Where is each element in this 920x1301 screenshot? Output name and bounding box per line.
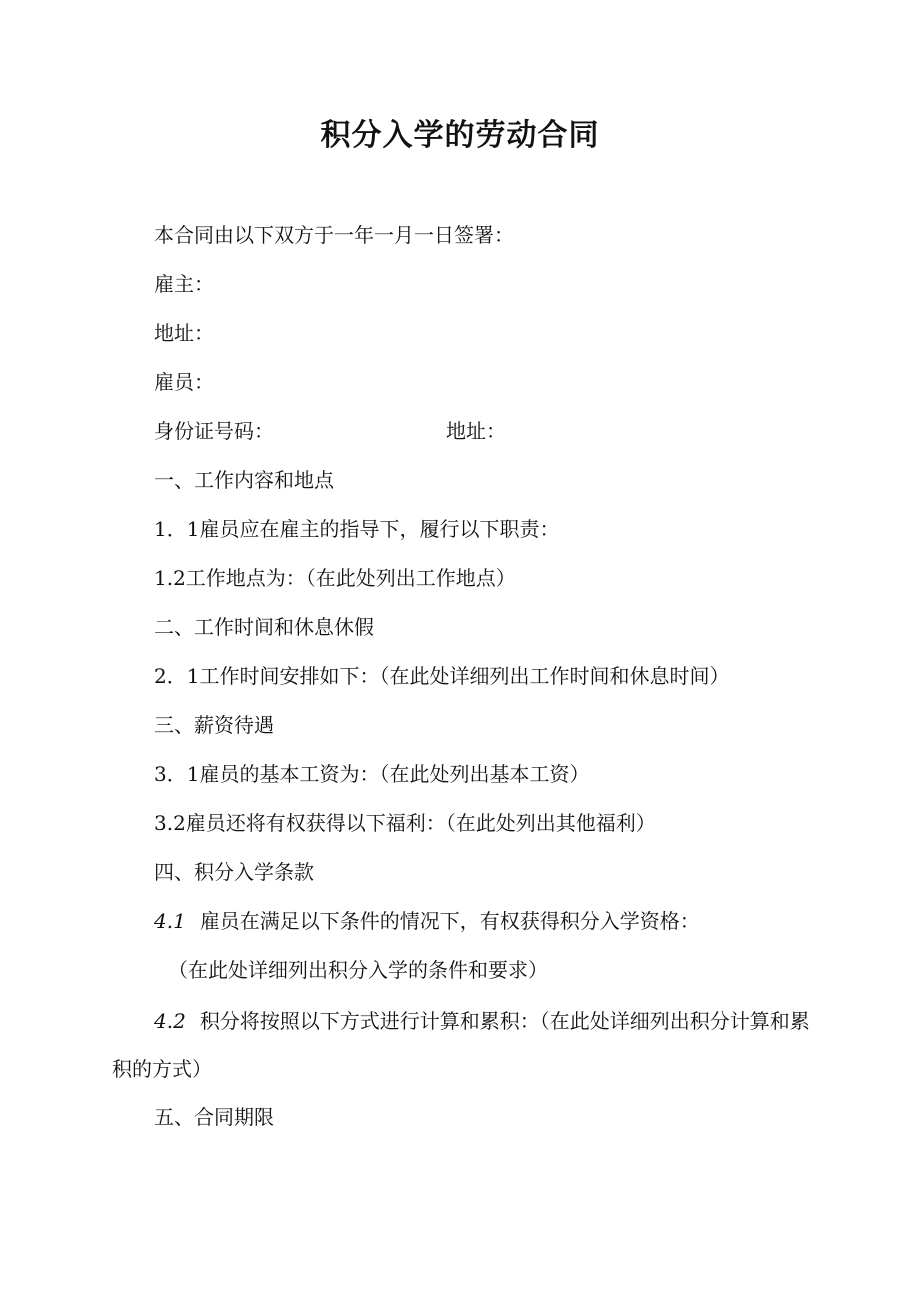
section-5-heading: 五、合同期限 [154,1105,274,1129]
employer-address-label: 地址： [154,321,214,345]
clause-3-2: 3.2雇员还将有权获得以下福利：（在此处列出其他福利） [154,811,656,835]
id-number-label: 身份证号码： [154,419,274,443]
clause-1-1: 1．1雇员应在雇主的指导下，履行以下职责： [154,517,560,541]
employee-label: 雇员： [154,370,214,394]
intro-line: 本合同由以下双方于一年一月一日签署： [154,223,514,247]
clause-1-2: 1.2工作地点为：（在此处列出工作地点） [154,566,516,590]
clause-4-2 [112,997,812,1093]
clause-4-2-text: 积分将按照以下方式进行计算和累积：（在此处详细列出积分计算和累积的方式） [112,1009,810,1081]
clause-2-1: 2．1工作时间安排如下：（在此处详细列出工作时间和休息时间） [154,664,730,688]
clause-4-1-number: 4.1 [154,909,186,933]
section-1-heading: 一、工作内容和地点 [154,468,334,492]
document-title: 积分入学的劳动合同 [320,118,600,153]
clause-4-2-number: 4.2 [154,1009,186,1033]
clause-4-1 [154,906,700,936]
employee-address-label: 地址： [446,419,506,443]
clause-4-1-text: 雇员在满足以下条件的情况下，有权获得积分入学资格： [199,909,700,933]
section-3-heading: 三、薪资待遇 [154,713,274,737]
employer-label: 雇主： [154,272,214,296]
id-number-row [154,416,654,446]
clause-3-1: 3．1雇员的基本工资为：（在此处列出基本工资） [154,762,590,786]
section-4-heading: 四、积分入学条款 [154,860,314,884]
clause-4-1-detail: （在此处详细列出积分入学的条件和要求） [168,958,548,982]
section-2-heading: 二、工作时间和休息休假 [154,615,374,639]
